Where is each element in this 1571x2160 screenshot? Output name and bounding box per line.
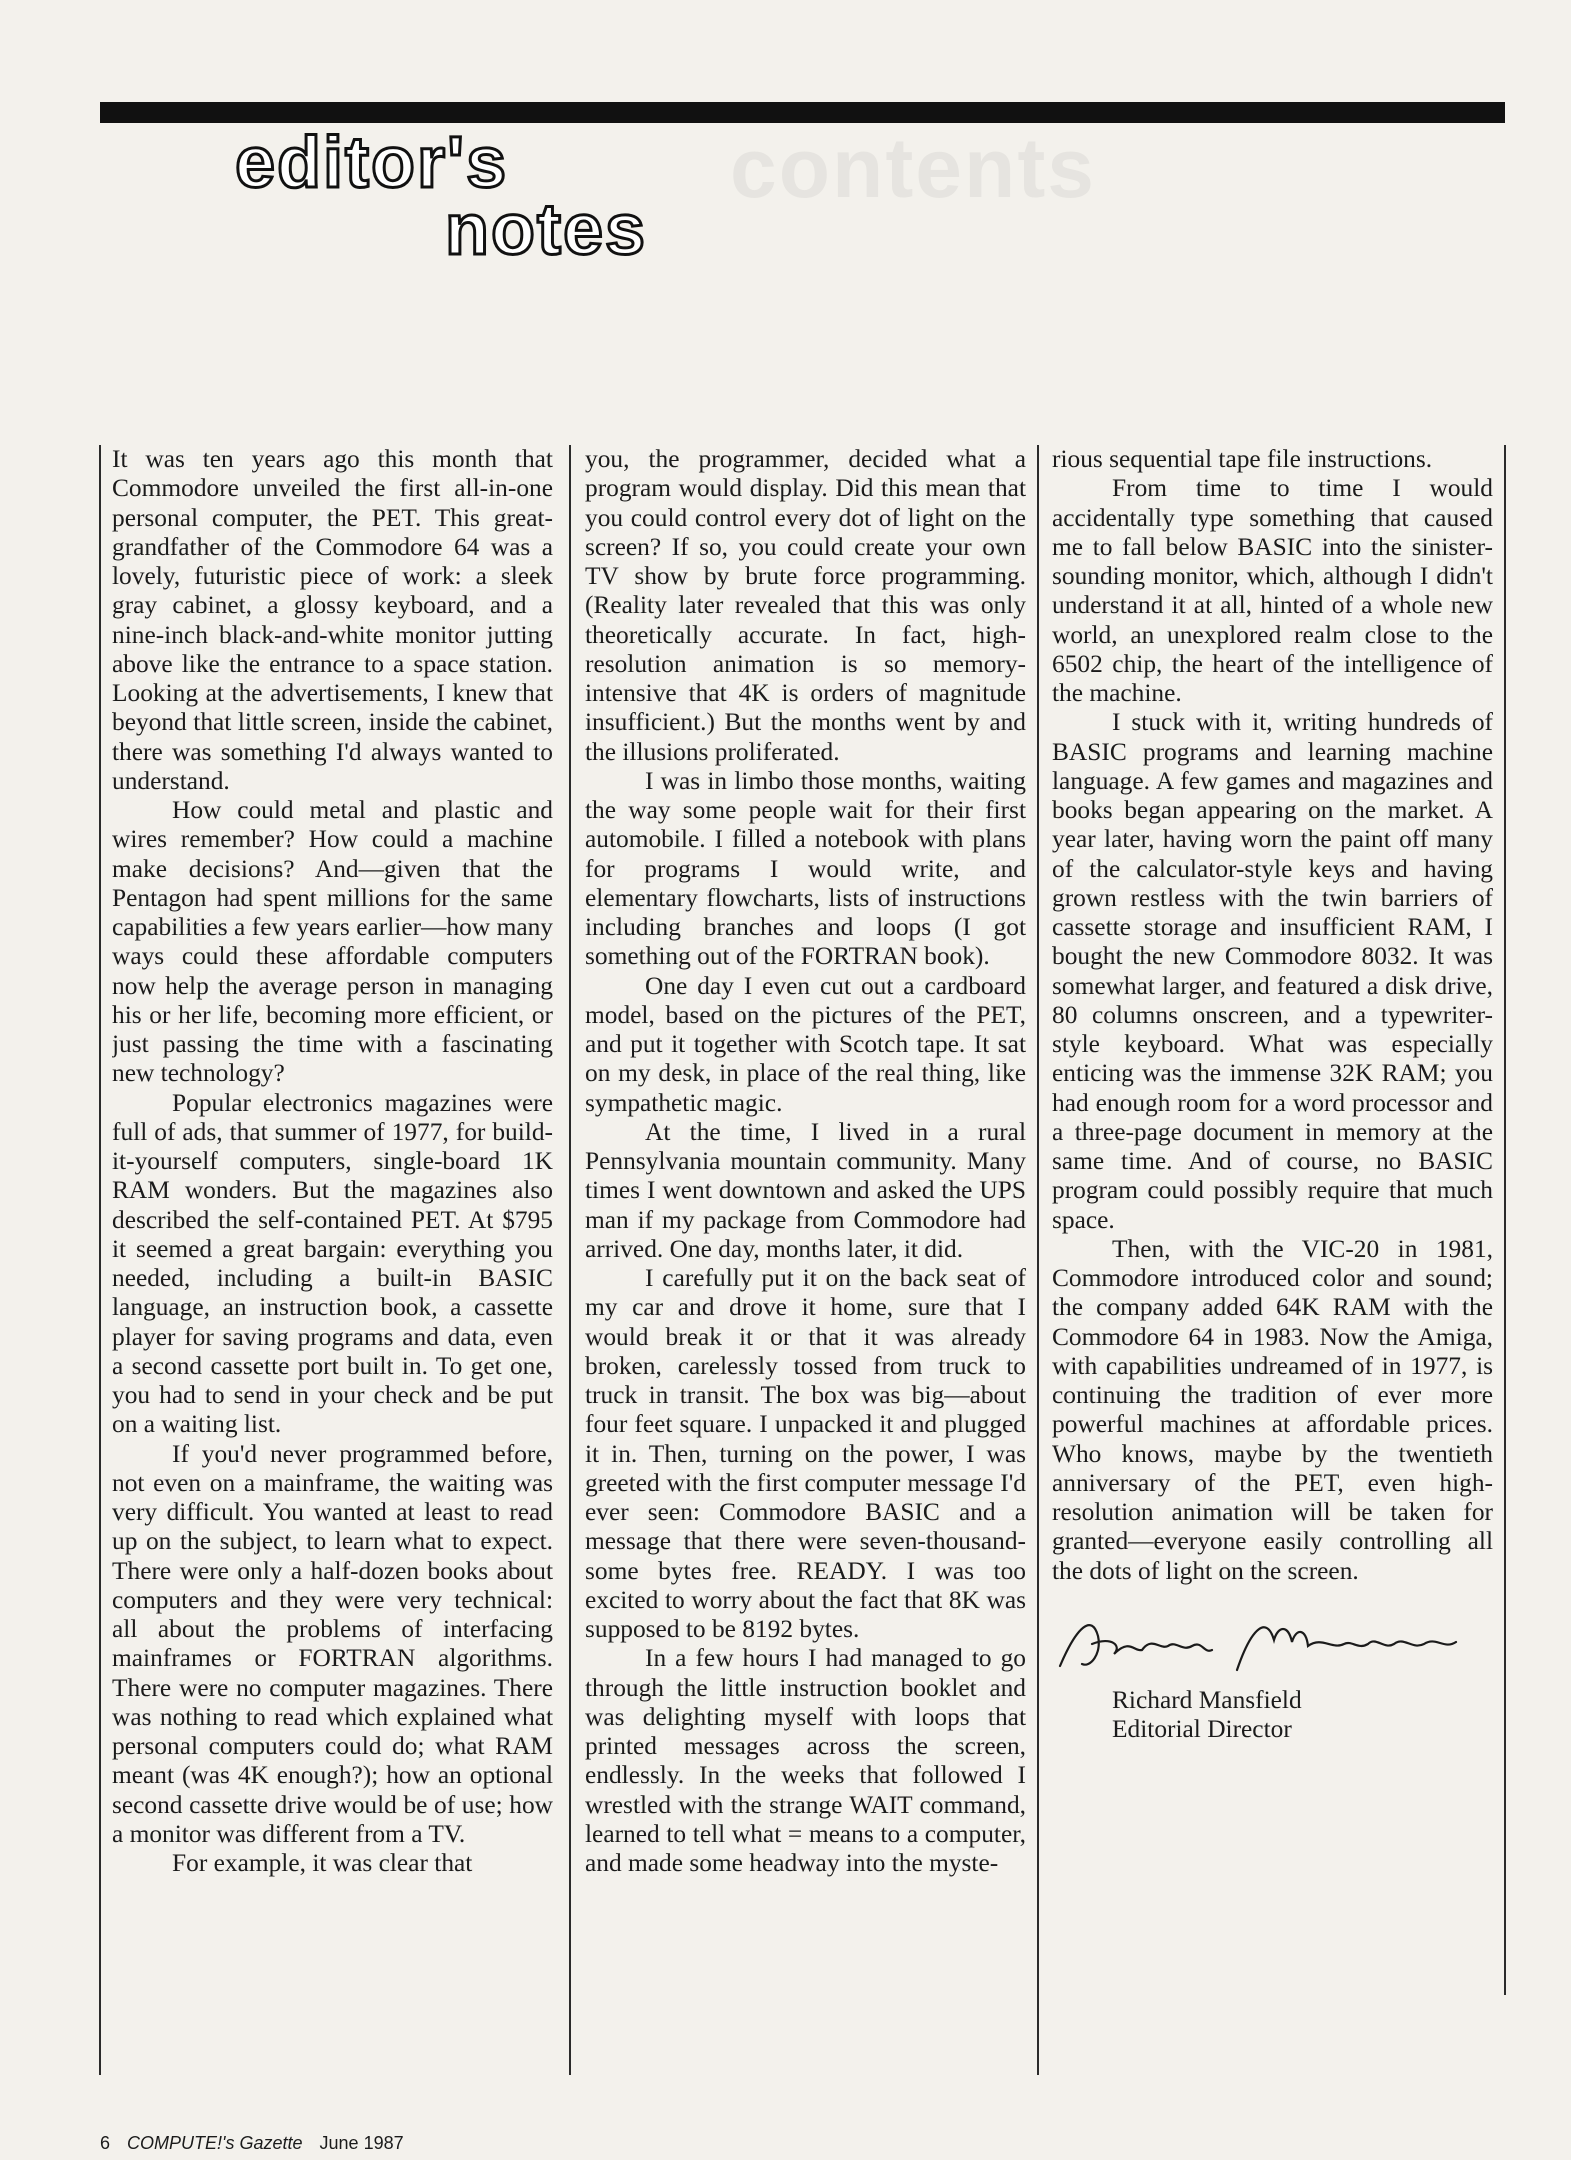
paragraph: Popular electronics magazines were full of ads, that summer of 1977, for build-it-yourself computers, single-board 1K RAM wonders. But the magazines also described the self-contained PET. At $795 it seemed a great bargain: everything you needed, including a built-in BASIC language, an instruction book, a cassette player for saving programs and data, even a second cassette port built in. To get one, you had to send in your check and be put on a waiting list. [112,1088,553,1439]
article-column-3 [1052,445,1493,2020]
paragraph: you, the programmer, decided what a program would display. Did this mean that you could control every dot of light on the screen? If so, you could create your own TV show by brute force programming. (Reality later revealed that this was only theoretically accurate. In fact, high-resolution animation is so memory-intensive that 4K is orders of magnitude insufficient.) But the months went by and the illusions proliferated. [585,445,1026,766]
paragraph: How could metal and plastic and wires remember? How could a machine make decisions? And—given that the Pentagon had spent millions for the same capabilities a few years earlier—how many ways could these affordable computers now help the average person in managing his or her life, becoming more efficient, or just passing the time with a fascinating new technology? [112,796,553,1088]
page-heading [235,122,695,262]
heading-line-1: editor's [235,123,509,203]
page-footer [100,2133,404,2154]
paragraph: I was in limbo those months, waiting the way some people wait for their first automobile. I filled a notebook with plans for programs I would write, and elementary flowcharts, lists of instructions including branches and loops (I got something out of the FORTRAN book). [585,766,1026,971]
paragraph: rious sequential tape file instructions. [1052,445,1433,473]
paragraph: One day I even cut out a cardboard model, based on the pictures of the PET, and put it together with Scotch tape. It sat on my desk, in place of the real thing, like sympathetic magic. [585,971,1026,1117]
signature [1052,1606,1493,1686]
page-number: 6 [100,2133,111,2153]
magazine-name: COMPUTE!'s Gazette [127,2133,303,2153]
paragraph: Then, with the VIC-20 in 1981, Commodore introduced color and sound; the company added 64K RAM with the Commodore 64 in 1983. Now the Amiga, with capabilities undreamed of in 1977, is continuing the tradition of ever more powerful machines at affordable prices. Who knows, maybe by the twentieth anniversary of the PET, even high-resolution animation will be taken for granted—everyone easily controlling all the dots of light on the screen. [1052,1234,1493,1585]
column-rule-left [99,445,101,2075]
paragraph: If you'd never programmed before, not even on a mainframe, the waiting was very difficult. You wanted at least to read up on the subject, to learn what to expect. There were only a half-dozen books about computers and they were very technical: all about the problems of interfacing mainframes or FORTRAN algorithms. There were no computer magazines. There was nothing to read which explained what personal computers could do; what RAM meant (was 4K enough?); how an optional second cassette drive would be of use; how a monitor was different from a TV. [112,1439,553,1848]
column-rule-2 [1037,445,1039,2075]
article-column-2 [585,445,1026,2020]
article-column-1 [112,445,553,2020]
issue-date: June 1987 [319,2133,404,2153]
heading-line-2: notes [445,190,648,262]
paragraph: I stuck with it, writing hundreds of BASIC programs and learning machine language. A few games and magazines and books began appearing on the market. A year later, having worn the paint off many of the calculator-style keys and having grown restless with the twin barriers of cassette storage and insufficient RAM, I bought the new Commodore 8032. It was somewhat larger, and featured a disk drive, 80 columns onscreen, and a typewriter-style keyboard. What was especially enticing was the immense 32K RAM; you had enough room for a word processor and a three-page document in memory at the same time. And of course, no BASIC program could possibly require that much space. [1052,708,1493,1234]
paragraph: For example, it was clear that [172,1849,473,1877]
column-rule-right [1504,445,1506,1995]
show-through-text: contents [730,121,1097,215]
paragraph: It was ten years ago this month that Commodore unveiled the first all-in-one personal computer, the PET. This great-grandfather of the Commodore 64 was a lovely, futuristic piece of work: a sleek gray cabinet, a glossy keyboard, and a nine-inch black-and-white monitor jutting above like the entrance to a space station. Looking at the advertisements, I knew that beyond that little screen, inside the cabinet, there was something I'd always wanted to understand. [112,445,553,795]
paragraph: From time to time I would accidentally type something that caused me to fall below BASIC into the sinister-sounding monitor, which, although I didn't understand it at all, hinted of a whole new world, an unexplored realm close to the 6502 chip, the heart of the intelligence of the machine. [1052,474,1493,707]
signature-title: Editorial Director [1112,1715,1292,1743]
paragraph: In a few hours I had managed to go through the little instruction booklet and was delighting myself with loops that printed messages across the screen, endlessly. In the weeks that followed I wrestled with the strange WAIT command, learned to tell what = means to a computer, and made some headway into the myste- [585,1644,1026,1877]
column-rule-1 [569,445,571,2075]
paragraph: At the time, I lived in a rural Pennsylvania mountain community. Many times I went downtown and asked the UPS man if my package from Commodore had arrived. One day, months later, it did. [585,1117,1026,1263]
signature-name: Richard Mansfield [1112,1685,1302,1714]
paragraph: I carefully put it on the back seat of my car and drove it home, sure that I would break it or that it was already broken, carelessly tossed from truck to truck in transit. The box was big—about four feet square. I unpacked it and plugged it in. Then, turning on the power, I was greeted with the first computer message I'd ever seen: Commodore BASIC and a message that there were seven-thousand-some bytes free. READY. I was too excited to worry about the fact that 8K was supposed to be 8192 bytes. [585,1264,1026,1643]
